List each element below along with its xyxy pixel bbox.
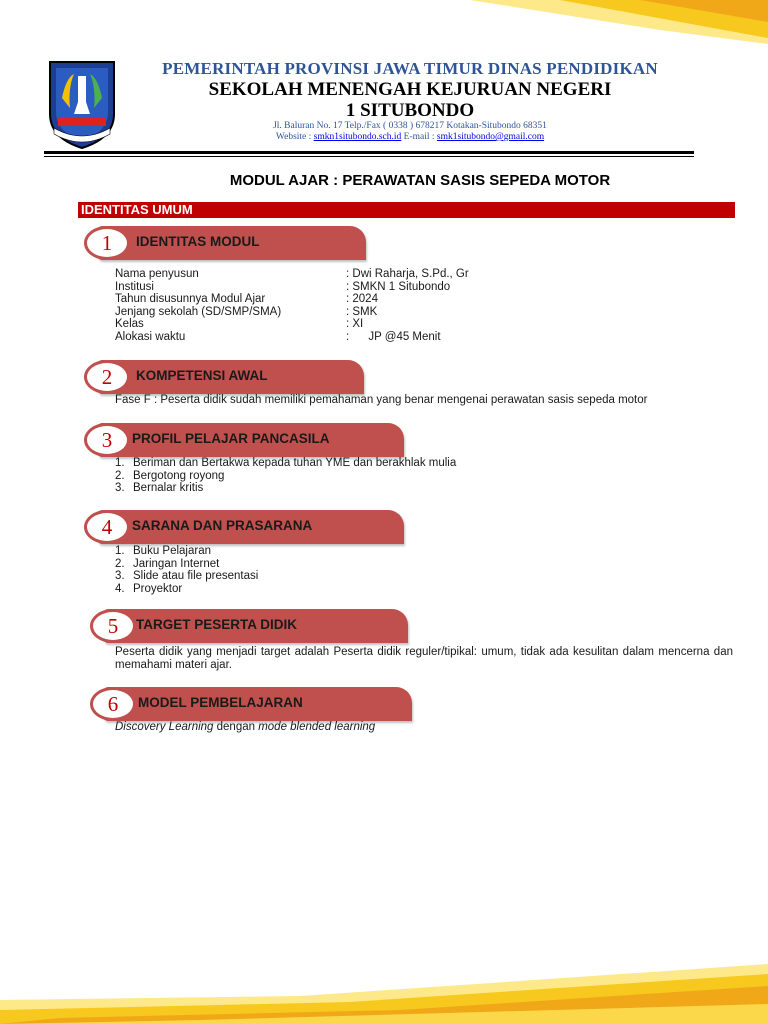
email-link[interactable]: smk1situbondo@gmail.com bbox=[436, 132, 545, 142]
model-italic-2: mode blended learning bbox=[258, 721, 376, 733]
section-label: IDENTITAS MODUL bbox=[136, 234, 260, 249]
identitas-value: : XI bbox=[346, 318, 364, 330]
identitas-key: Nama penyusun bbox=[115, 268, 199, 280]
section-header-3 bbox=[84, 423, 406, 457]
bottom-stripes bbox=[0, 960, 768, 1024]
section-label: PROFIL PELAJAR PANCASILA bbox=[132, 431, 330, 446]
email-label: E-mail : bbox=[403, 132, 435, 142]
identitas-value: : 2024 bbox=[346, 293, 378, 305]
model-text bbox=[115, 721, 375, 734]
section-number: 6 bbox=[90, 687, 136, 721]
header-line-1: PEMERINTAH PROVINSI JAWA TIMUR DINAS PENDIDIKAN bbox=[162, 59, 658, 78]
identitas-umum-bar: IDENTITAS UMUM bbox=[78, 202, 735, 218]
identitas-value: : SMKN 1 Situbondo bbox=[346, 280, 451, 293]
header-line-2: SEKOLAH MENENGAH KEJURUAN NEGERI bbox=[208, 79, 612, 100]
model-italic-1: Discovery Learning bbox=[115, 721, 214, 733]
identitas-key: Kelas bbox=[115, 318, 144, 330]
identitas-key: Jenjang sekolah (SD/SMP/SMA) bbox=[115, 305, 282, 318]
section-number: 4 bbox=[84, 510, 130, 544]
header-address: Jl. Baluran No. 17 Telp./Fax ( 0338 ) 678217 Kotakan-Situbondo 68351 bbox=[273, 121, 547, 131]
section-number: 2 bbox=[84, 360, 130, 394]
identitas-key: Institusi bbox=[115, 280, 154, 293]
section-number: 3 bbox=[84, 423, 130, 457]
header-rule-thick bbox=[44, 151, 694, 154]
identitas-value: : SMK bbox=[346, 305, 378, 318]
section-header-2 bbox=[84, 360, 366, 394]
top-stripes bbox=[0, 0, 768, 60]
list-item: 1. Buku Pelajaran bbox=[115, 545, 211, 557]
website-label: Website : bbox=[275, 132, 312, 142]
section-header-5 bbox=[90, 609, 410, 643]
kompetensi-awal-text: Fase F : Peserta didik sudah memiliki pemahaman yang benar mengenai perawatan sasis sepeda motor bbox=[115, 394, 648, 406]
section-label: MODEL PEMBELAJARAN bbox=[138, 695, 303, 710]
list-item-text: Bergotong royong bbox=[133, 469, 225, 482]
list-item-text: Bernalar kritis bbox=[133, 482, 204, 495]
list-item: 1. Beriman dan Bertakwa kepada tuhan YME dan berakhlak mulia bbox=[115, 457, 457, 469]
list-item: 3. Bernalar kritis bbox=[115, 482, 204, 495]
identitas-value: : Dwi Raharja, S.Pd., Gr bbox=[346, 268, 469, 280]
header-contact bbox=[140, 132, 680, 142]
list-item: 3. Slide atau file presentasi bbox=[115, 570, 259, 583]
identitas-key: Alokasi waktu bbox=[115, 330, 186, 343]
section-number: 5 bbox=[90, 609, 136, 643]
list-item-text: Slide atau file presentasi bbox=[133, 570, 259, 583]
list-item: 2. Bergotong royong bbox=[115, 469, 225, 482]
jawa-timur-emblem-icon bbox=[44, 58, 120, 150]
section-label: SARANA DAN PRASARANA bbox=[132, 518, 313, 533]
section-label: KOMPETENSI AWAL bbox=[136, 368, 268, 383]
profil-list bbox=[115, 457, 456, 495]
list-item: 2. Jaringan Internet bbox=[115, 557, 220, 570]
target-text: Peserta didik yang menjadi target adalah Peserta didik reguler/tipikal: umum, tidak ada kesulitan dalam mencerna dan memahami materi ajar. bbox=[115, 646, 733, 671]
section-header-6 bbox=[90, 687, 414, 721]
website-link[interactable]: smkn1situbondo.sch.id bbox=[313, 132, 402, 142]
document-title: MODUL AJAR : PERAWATAN SASIS SEPEDA MOTOR bbox=[229, 172, 611, 189]
identitas-key: Tahun disusunnya Modul Ajar bbox=[115, 293, 266, 305]
list-item-text: Proyektor bbox=[133, 582, 183, 595]
section-number: 1 bbox=[84, 226, 130, 260]
section-header-4 bbox=[84, 510, 406, 544]
header-rule-thin bbox=[44, 156, 694, 157]
model-plain: dengan bbox=[213, 721, 259, 733]
header-line-3: 1 SITUBONDO bbox=[345, 100, 475, 121]
section-header-1 bbox=[84, 226, 366, 260]
list-item-text: Buku Pelajaran bbox=[133, 545, 211, 557]
list-item-text: Beriman dan Bertakwa kepada tuhan YME dan berakhlak mulia bbox=[133, 457, 457, 469]
list-item: 4. Proyektor bbox=[115, 582, 183, 595]
section-label: TARGET PESERTA DIDIK bbox=[136, 617, 298, 632]
list-item-text: Jaringan Internet bbox=[133, 557, 220, 570]
sarana-list bbox=[115, 545, 258, 595]
identitas-value: : JP @45 Menit bbox=[346, 330, 441, 343]
